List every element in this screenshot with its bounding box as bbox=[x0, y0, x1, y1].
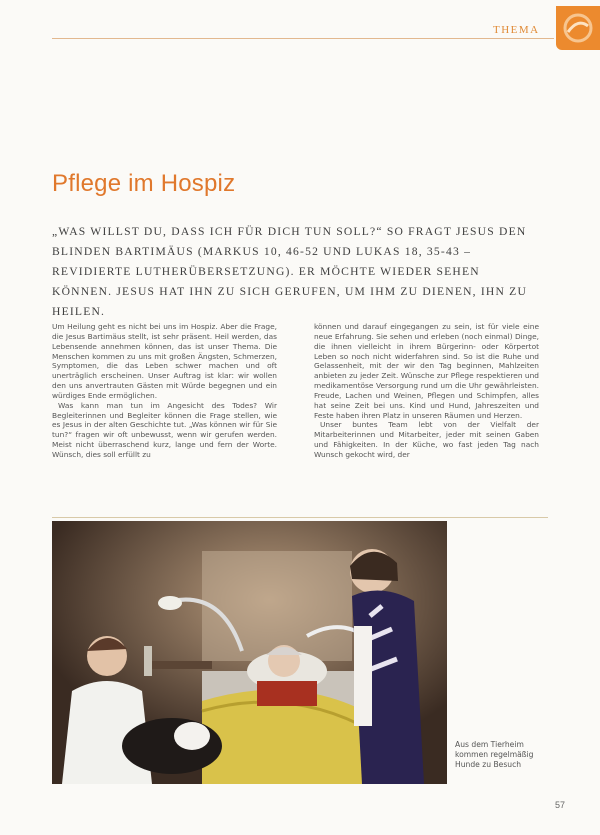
article-lead: „WAS WILLST DU, DASS ICH FÜR DICH TUN SOLL?“ SO FRAGT JESUS DEN BLINDEN BARTIMÄUS (MARKUS 10, 46-52 UND LUKAS 18, 35-43 – REVIDIERTE LUTHERÜBERSETZUNG). ER MÖCHTE WIEDER SEHEN KÖNNEN. JESUS HAT IHN ZU SICH GERUFEN, UM IHM ZU DIENEN, IHN ZU HEILEN. bbox=[52, 225, 528, 318]
article-title: Pflege im Hospiz bbox=[52, 170, 236, 197]
paragraph: Was kann man tun im Angesicht des Todes? Wir Begleiterinnen und Begleiter können die Frage stellen, wie es Jesus in der alten Geschichte tut. „Was können wir für Sie tun?“ fragen wir oft unbewusst, wenn wir gerufen werden. Meist nicht überraschend kurz, lange und fern der Worte. Wünsch, dies soll erfüllt zu bbox=[52, 400, 277, 459]
paragraph: Unser buntes Team lebt von der Vielfalt der Mitarbeiterinnen und Mitarbeiter, jeder mit seinen Gaben und Fähigkeiten. In der Küche, wo fast jeden Tag nach Wunsch gekocht wird, der bbox=[314, 420, 539, 459]
orange-swirl-logo-icon bbox=[556, 6, 600, 50]
photo-rule bbox=[52, 517, 548, 518]
paragraph: Um Heilung geht es nicht bei uns im Hospiz. Aber die Frage, die Jesus Bartimäus stellt, ist sehr präsent. Heil werden, das Lebensende annehmen können, das ist unser Thema. Die Menschen kommen zu uns mit großen Ängsten, Schmerzen, Symptomen, die das Leben schwer machen und oft unerträglich erscheinen. Unser Auftrag ist klar: wir wollen den uns anvertrauten Gästen mit Würde begegnen und ein würdiges Ende ermöglichen. bbox=[52, 322, 277, 400]
body-column-right bbox=[314, 322, 539, 460]
page-number: 57 bbox=[555, 800, 566, 810]
paragraph: können und darauf eingegangen zu sein, ist für viele eine neue Erfahrung. Sie sehen und erleben (noch einmal) Dinge, die ihnen vielleicht in ihrem Bürgerinn- oder Körpertot Leben so noch nicht widerfahren sind. So ist die Ruhe und Gelassenheit, mit der wir den Tag beginnen, Mahlzeiten anbieten zu jeder Zeit. Wünsche zur Pflege respektieren und medikamentöse Versorgung rund um die Uhr gewährleisten. Freude, Lachen und Weinen, Pflegen und Schimpfen, alles hat seine Zeit bei uns. Kind und Hund, Jahreszeiten und Feste haben ihren Platz in unseren Räumen und Herzen. bbox=[314, 322, 539, 420]
header-rule bbox=[52, 38, 554, 39]
body-column-left bbox=[52, 322, 277, 460]
hospice-bedside-photo bbox=[52, 521, 447, 784]
section-label: THEMA bbox=[493, 24, 540, 36]
photo-caption: Aus dem Tierheim kommen regelmäßig Hunde zu Besuch bbox=[455, 740, 534, 769]
